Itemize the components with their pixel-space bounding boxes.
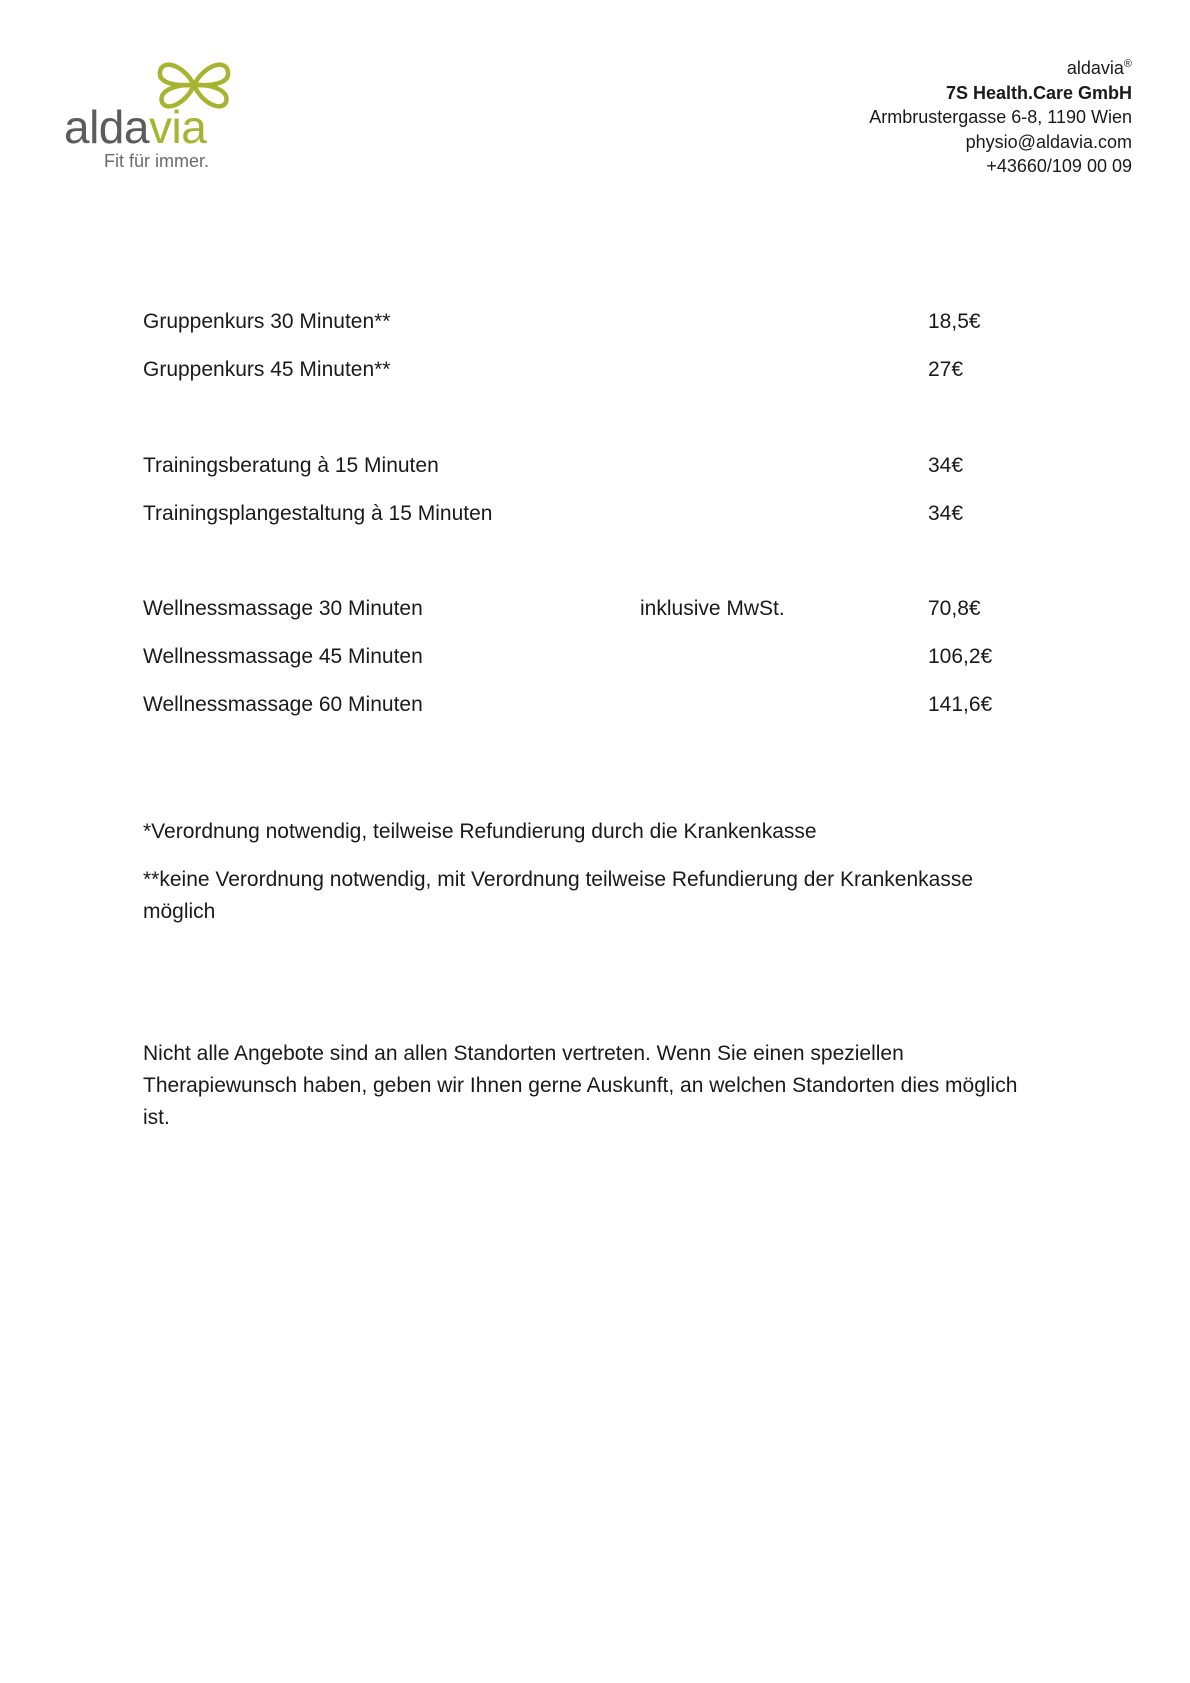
contact-company: 7S Health.Care GmbH xyxy=(945,82,1132,103)
footnote-single: *Verordnung notwendig, teilweise Refundierung durch die Krankenkasse xyxy=(143,820,817,843)
contact-email[interactable]: physio@aldavia.com xyxy=(965,131,1132,152)
price-row-value: 18,5€ xyxy=(928,310,981,333)
price-row-value: 34€ xyxy=(928,502,964,525)
price-row-label: Gruppenkurs 30 Minuten** xyxy=(143,310,391,333)
price-row-value: 106,2€ xyxy=(928,645,993,668)
price-row-label: Trainingsplangestaltung à 15 Minuten xyxy=(143,502,493,525)
price-row-label: Trainingsberatung à 15 Minuten xyxy=(143,454,439,477)
price-row-value: 27€ xyxy=(928,358,964,381)
company-logo xyxy=(64,60,234,172)
contact-brand: aldavia® xyxy=(1066,58,1132,78)
price-row-label: Wellnessmassage 30 Minuten xyxy=(143,597,423,620)
registered-mark: ® xyxy=(1123,58,1132,70)
logo-word-gray: alda xyxy=(64,101,149,153)
footnote-double: **keine Verordnung notwendig, mit Verordnung teilweise Refundierung der Krankenkasse möglich xyxy=(143,868,974,923)
contact-block xyxy=(869,52,1132,179)
contact-address: Armbrustergasse 6-8, 1190 Wien xyxy=(869,107,1132,127)
price-row-label: Gruppenkurs 45 Minuten** xyxy=(143,358,391,381)
price-row-label: Wellnessmassage 45 Minuten xyxy=(143,645,423,668)
logo-tagline: Fit für immer. xyxy=(104,151,210,171)
price-row-value: 34€ xyxy=(928,454,964,477)
availability-note: Nicht alle Angebote sind an allen Standorten vertreten. Wenn Sie einen speziellen Therapiewunsch haben, geben wir Ihnen gerne Auskunft, an welchen Standorten dies möglich ist. xyxy=(143,1042,1018,1129)
vat-note: inklusive MwSt. xyxy=(640,597,785,620)
logo-word-green: via xyxy=(148,101,207,153)
logo-wordmark xyxy=(64,102,206,152)
contact-phone[interactable]: +43660/109 00 09 xyxy=(986,156,1132,176)
price-row-value: 141,6€ xyxy=(928,693,993,716)
price-row-value: 70,8€ xyxy=(928,597,981,620)
price-row-label: Wellnessmassage 60 Minuten xyxy=(143,693,423,716)
